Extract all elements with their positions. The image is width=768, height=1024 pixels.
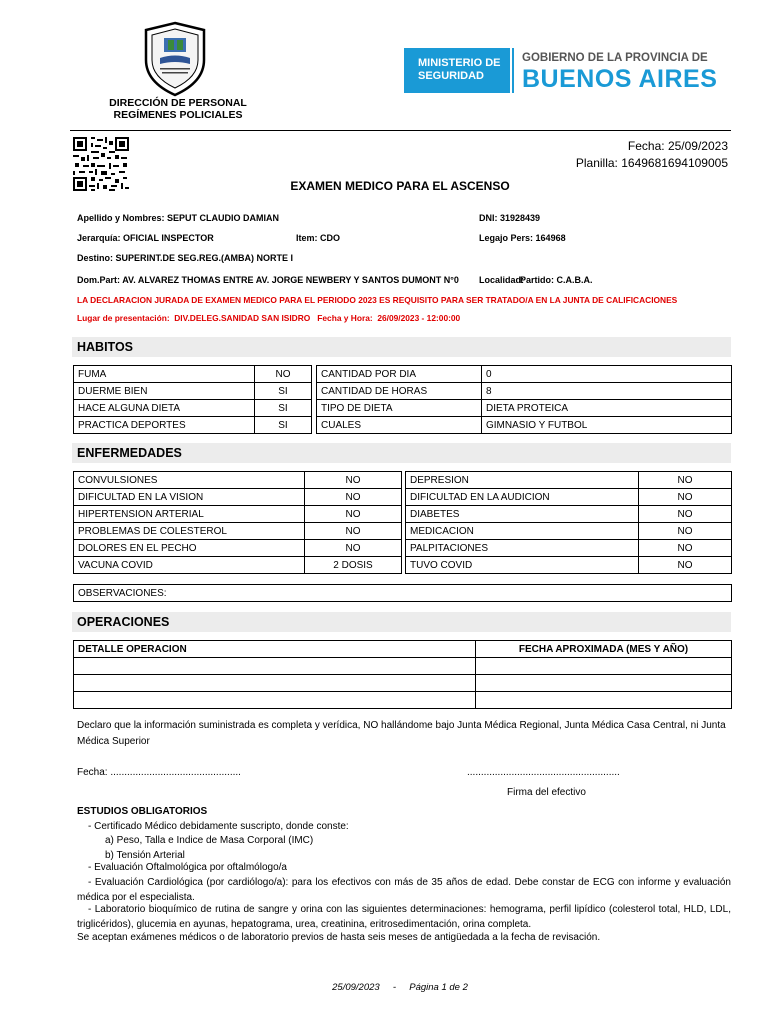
- habito-label: DUERME BIEN: [74, 383, 255, 400]
- table-row: [74, 383, 312, 400]
- habito-value: DIETA PROTEICA: [482, 400, 732, 417]
- enfermedad-label: MEDICACION: [406, 523, 639, 540]
- table-row: [74, 506, 402, 523]
- destino-label: Destino:: [77, 253, 113, 263]
- estudio-subitem: b) Tensión Arterial: [105, 850, 185, 861]
- estudio-item: - Evaluación Oftalmológica por oftalmólogo/a: [88, 862, 287, 873]
- dompart-value: AV. ALVAREZ THOMAS ENTRE AV. JORGE NEWBERY Y SANTOS DUMONT N°0: [122, 275, 459, 285]
- table-row: [406, 506, 732, 523]
- notice-line1: LA DECLARACION JURADA DE EXAMEN MEDICO PARA EL PERIODO 2023 ES REQUISITO PARA SER TRATADO/A EN LA JUNTA DE CALIFICACIONES: [77, 295, 678, 305]
- habito-label: CANTIDAD POR DIA: [317, 366, 482, 383]
- enfermedad-label: PROBLEMAS DE COLESTEROL: [74, 523, 305, 540]
- table-row: [406, 540, 732, 557]
- legajo-label: Legajo Pers:: [479, 233, 534, 243]
- table-row: [317, 400, 732, 417]
- enfermedad-value: NO: [305, 523, 402, 540]
- fecha-header: Fecha: 25/09/2023: [627, 139, 728, 153]
- enfermedad-label: DEPRESION: [406, 472, 639, 489]
- table-row: [74, 417, 312, 434]
- table-row: [317, 383, 732, 400]
- estudio-item: - Evaluación Cardiológica (por cardiólogo/a): para los efectivos con más de 35 años de edad. Debe constar de ECG con informe y evaluación médica por el especialista.: [77, 877, 731, 903]
- firma-label: Firma del efectivo: [507, 787, 586, 798]
- operacion-fecha-cell[interactable]: [476, 692, 732, 709]
- habitos-section-title: HABITOS: [72, 337, 731, 357]
- habito-label: CUALES: [317, 417, 482, 434]
- jerarquia-value: OFICIAL INSPECTOR: [123, 233, 214, 243]
- gobierno-line2: BUENOS AIRES: [522, 65, 718, 93]
- table-row: [74, 641, 732, 658]
- habitos-table-left: [73, 365, 312, 434]
- table-row: [74, 692, 732, 709]
- enfermedad-label: DIFICULTAD EN LA AUDICION: [406, 489, 639, 506]
- enfermedad-value: NO: [639, 557, 732, 574]
- habitos-table-right: [316, 365, 732, 434]
- operacion-detalle-cell[interactable]: [74, 675, 476, 692]
- planilla-number: Planilla: 1649681694109005: [575, 156, 728, 170]
- nombre-label: Apellido y Nombres:: [77, 213, 165, 223]
- operacion-detalle-cell[interactable]: [74, 658, 476, 675]
- direccion-line1: DIRECCIÓN DE PERSONAL: [109, 97, 247, 109]
- dni-value: 31928439: [500, 213, 541, 223]
- notice-line2: Lugar de presentación: DIV.DELEG.SANIDAD SAN ISIDRO Fecha y Hora: 26/09/2023 - 12:00:00: [77, 313, 461, 323]
- enfermedad-label: DOLORES EN EL PECHO: [74, 540, 305, 557]
- enfermedad-value: NO: [639, 540, 732, 557]
- enfermedad-value: NO: [639, 472, 732, 489]
- enfermedad-label: HIPERTENSION ARTERIAL: [74, 506, 305, 523]
- enfermedad-value: NO: [305, 489, 402, 506]
- table-row: [406, 557, 732, 574]
- dni-label: DNI:: [479, 213, 498, 223]
- localidad-value: C.A.B.A.: [556, 275, 593, 285]
- habito-label: TIPO DE DIETA: [317, 400, 482, 417]
- enfermedad-value: NO: [305, 472, 402, 489]
- enfermedad-label: DIABETES: [406, 506, 639, 523]
- table-row: [74, 523, 402, 540]
- legajo-value: 164968: [535, 233, 566, 243]
- ministerio-badge: [404, 48, 510, 93]
- ministerio-line2: SEGURIDAD: [418, 70, 485, 82]
- enfermedad-value: NO: [305, 506, 402, 523]
- jerarquia-label: Jerarquía:: [77, 233, 121, 243]
- estudio-item: - Certificado Médico debidamente suscripto, donde conste:: [88, 821, 349, 832]
- observaciones-label: OBSERVACIONES:: [74, 585, 732, 602]
- fecha-firma-line: Fecha: ...............................................: [77, 767, 241, 778]
- enfermedad-value: NO: [305, 540, 402, 557]
- declaracion-text: Declaro que la información suministrada es completa y verídica, NO hallándome bajo Junta Médica Regional, Junta Médica Casa Central, ni Junta Médica Superior: [77, 720, 726, 747]
- enfermedad-value: 2 DOSIS: [305, 557, 402, 574]
- firma-line: .......................................................: [467, 767, 620, 778]
- col-fecha-aproximada: FECHA APROXIMADA (MES Y AÑO): [476, 641, 732, 658]
- table-row: [74, 400, 312, 417]
- enfermedad-label: CONVULSIONES: [74, 472, 305, 489]
- localidad-label: Localidad:: [479, 275, 525, 285]
- page-footer: 25/09/2023 - Página 1 de 2: [332, 982, 468, 993]
- enfermedades-table-left: [73, 471, 402, 574]
- operaciones-table: [73, 640, 732, 709]
- habito-value: SI: [255, 400, 312, 417]
- table-row: [74, 366, 312, 383]
- enfermedades-section-title: ENFERMEDADES: [72, 443, 731, 463]
- habito-value: SI: [255, 383, 312, 400]
- habito-label: FUMA: [74, 366, 255, 383]
- table-row: [74, 557, 402, 574]
- operacion-detalle-cell[interactable]: [74, 692, 476, 709]
- table-row: [406, 472, 732, 489]
- col-detalle-operacion: DETALLE OPERACION: [74, 641, 476, 658]
- enfermedad-label: PALPITACIONES: [406, 540, 639, 557]
- operaciones-section-title: OPERACIONES: [72, 612, 731, 632]
- habito-value: 0: [482, 366, 732, 383]
- habito-value: SI: [255, 417, 312, 434]
- table-row: [74, 489, 402, 506]
- habito-value: NO: [255, 366, 312, 383]
- habito-label: CANTIDAD DE HORAS: [317, 383, 482, 400]
- item-value: CDO: [320, 233, 341, 243]
- enfermedad-value: NO: [639, 489, 732, 506]
- habito-label: HACE ALGUNA DIETA: [74, 400, 255, 417]
- enfermedad-label: VACUNA COVID: [74, 557, 305, 574]
- page-title: EXAMEN MEDICO PARA EL ASCENSO: [290, 179, 510, 193]
- police-seal-logo: [140, 20, 210, 98]
- table-row: [406, 489, 732, 506]
- ministerio-line1: MINISTERIO DE: [418, 57, 501, 69]
- table-row: [317, 417, 732, 434]
- destino-value: SUPERINT.DE SEG.REG.(AMBA) NORTE I: [115, 253, 294, 263]
- table-row: [74, 675, 732, 692]
- table-row: [406, 523, 732, 540]
- estudio-item: - Laboratorio bioquímico de rutina de sangre y orina con las siguientes determinaciones: hemograma, perfil lipídico (colesterol total, HLD, LDL, triglicéridos), glucemia en ayunas, hepatograma, urea, creatinina, eritrosedimentación, orina completa.: [77, 904, 731, 930]
- observaciones-box[interactable]: [73, 584, 732, 602]
- operacion-fecha-cell[interactable]: [476, 658, 732, 675]
- enfermedad-label: DIFICULTAD EN LA VISION: [74, 489, 305, 506]
- gobierno-line1: GOBIERNO DE LA PROVINCIA DE: [522, 52, 708, 64]
- enfermedad-value: NO: [639, 523, 732, 540]
- habito-label: PRACTICA DEPORTES: [74, 417, 255, 434]
- partido-label: Partido:: [520, 275, 555, 285]
- table-row: [317, 366, 732, 383]
- nombre-value: SEPUT CLAUDIO DAMIAN: [167, 213, 280, 223]
- dompart-label: Dom.Part:: [77, 275, 121, 285]
- habito-value: GIMNASIO Y FUTBOL: [482, 417, 732, 434]
- enfermedad-label: TUVO COVID: [406, 557, 639, 574]
- table-row: [74, 540, 402, 557]
- table-row: [74, 658, 732, 675]
- estudio-subitem: a) Peso, Talla e Indice de Masa Corporal (IMC): [105, 835, 314, 846]
- estudios-title: ESTUDIOS OBLIGATORIOS: [77, 806, 208, 817]
- enfermedad-value: NO: [639, 506, 732, 523]
- item-label: Item:: [296, 233, 318, 243]
- direccion-line2: REGÍMENES POLICIALES: [113, 109, 243, 121]
- enfermedades-table-right: [405, 471, 732, 574]
- habito-value: 8: [482, 383, 732, 400]
- estudio-note: Se aceptan exámenes médicos o de laboratorio previos de hasta seis meses de antigüedada a la fecha de revisación.: [77, 932, 601, 943]
- operacion-fecha-cell[interactable]: [476, 675, 732, 692]
- table-row: [74, 472, 402, 489]
